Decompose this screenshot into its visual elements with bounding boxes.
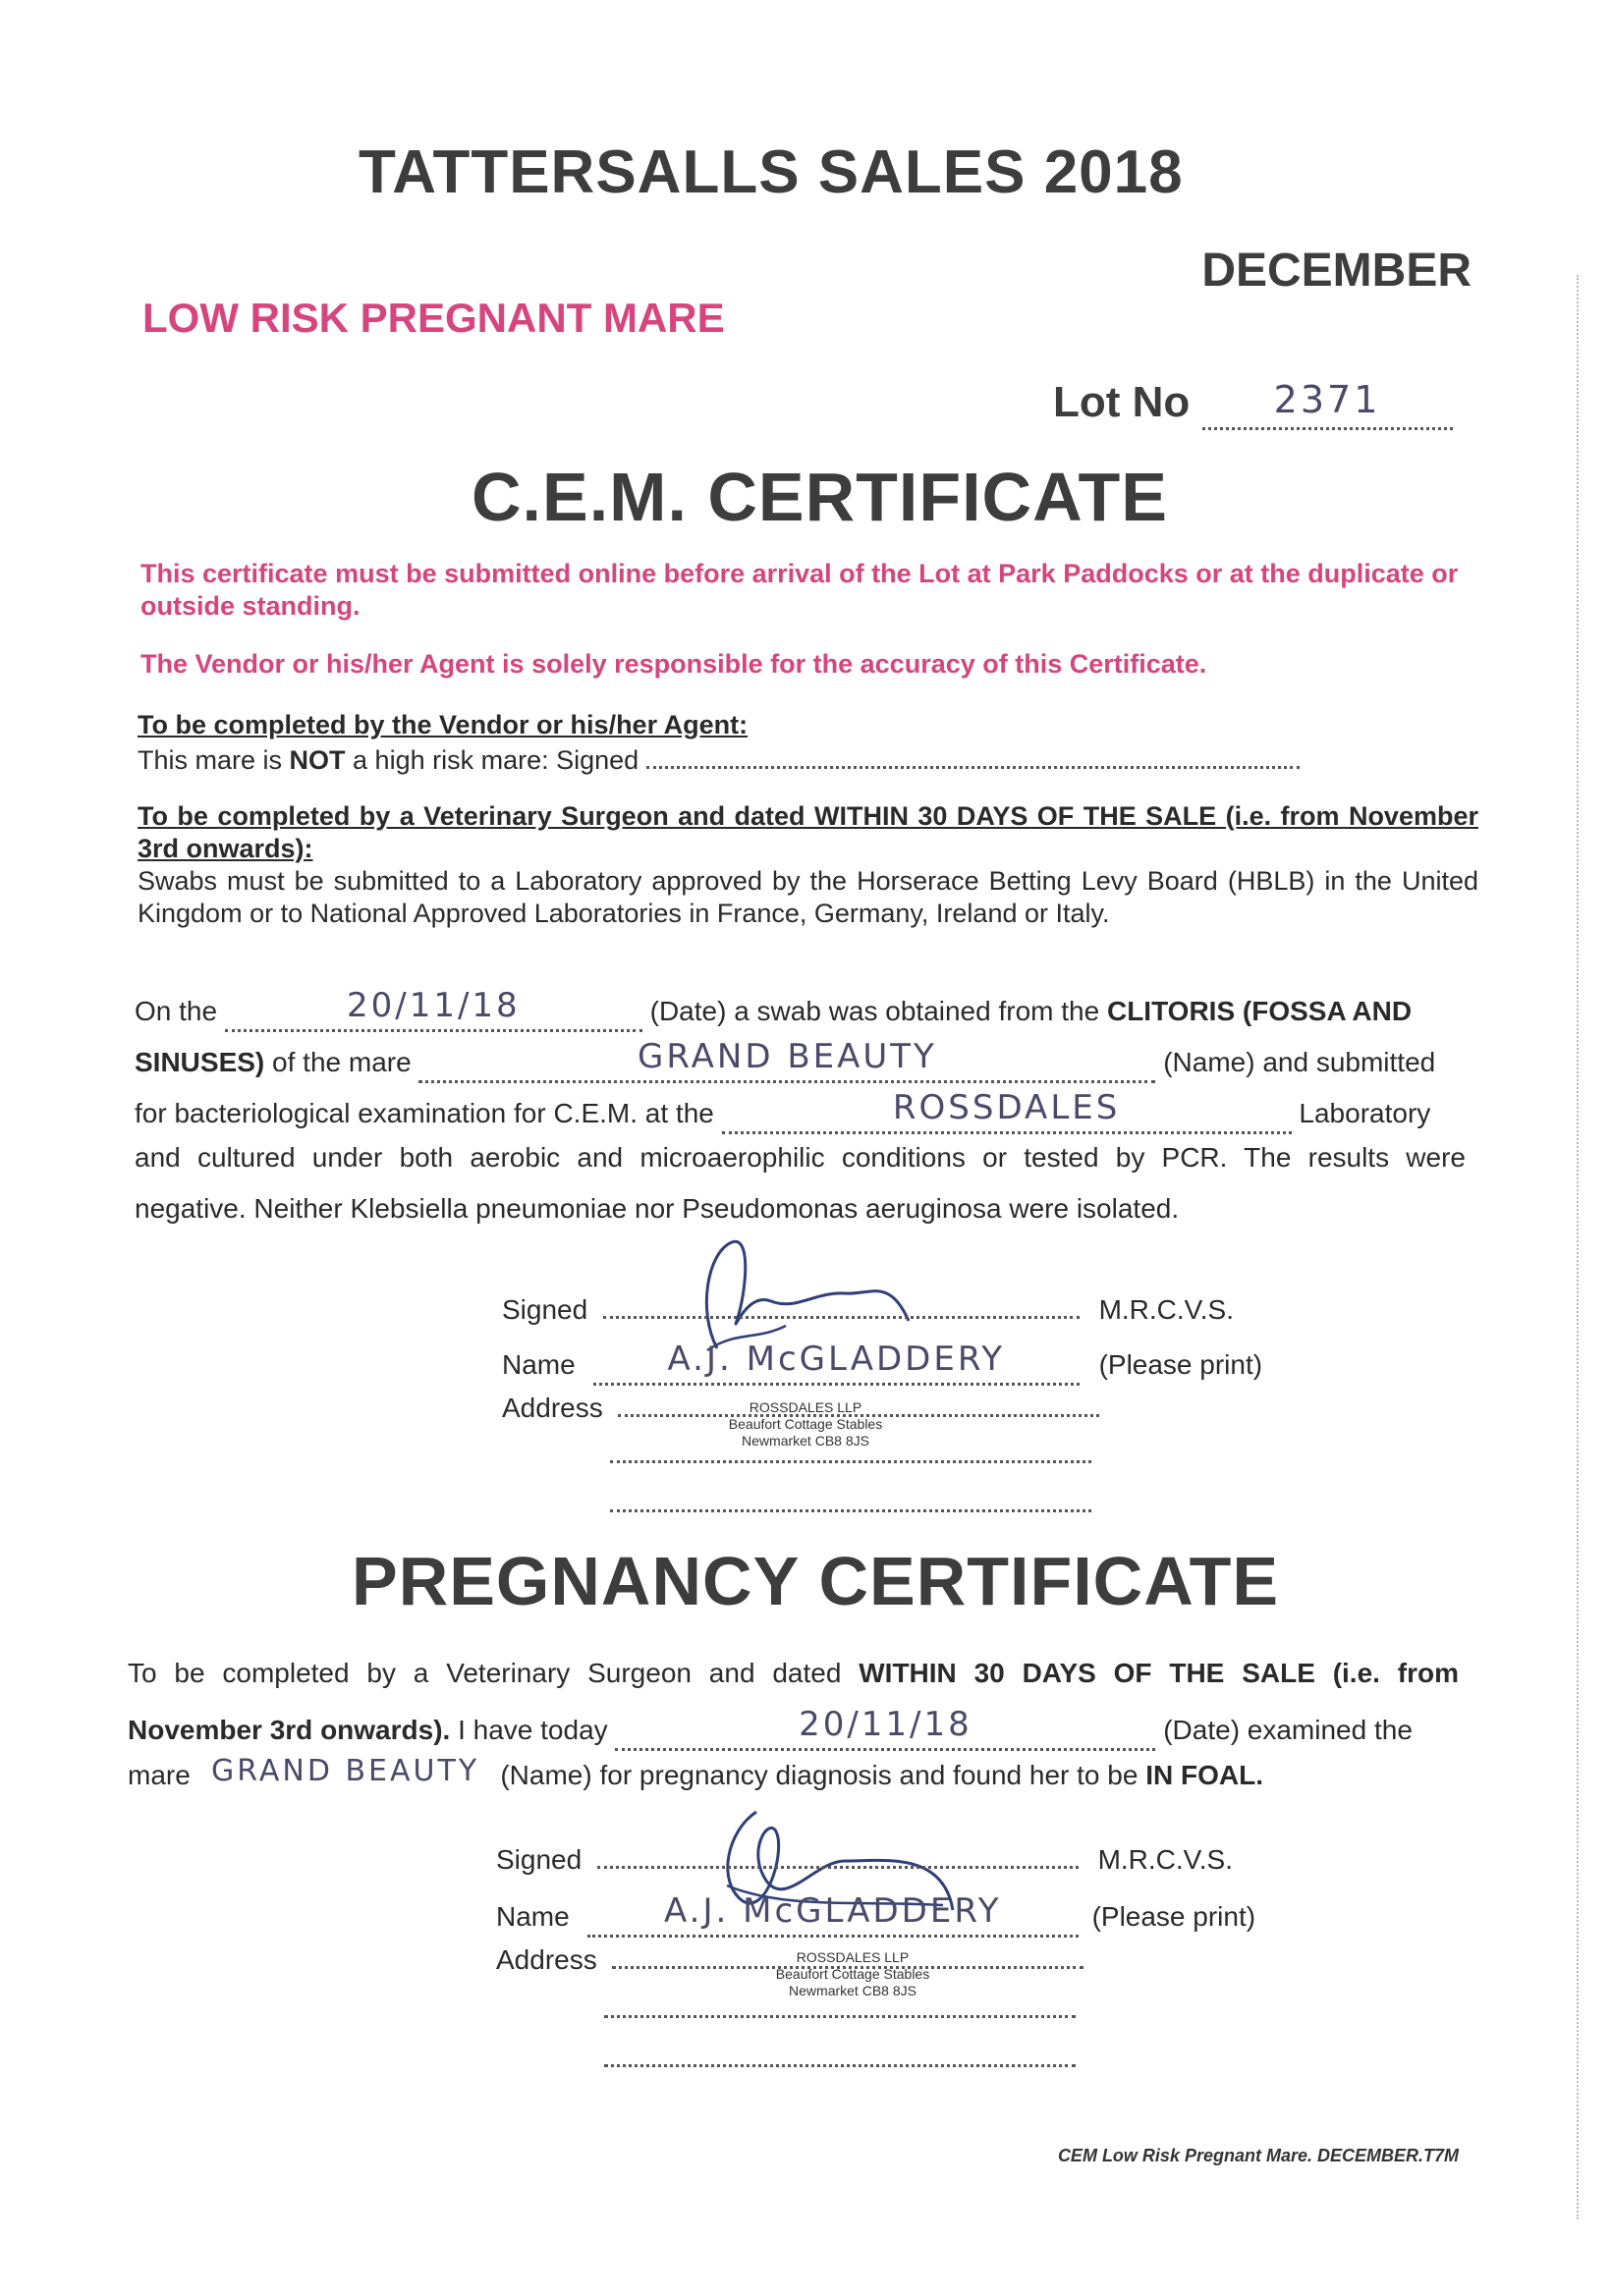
cem-address-field-3 [610,1509,1091,1512]
vendor-heading: To be completed by the Vendor or his/her Agent: [138,710,749,739]
preg-line-2: November 3rd onwards). I have today 20/11/18 (Date) examined the [128,1709,1413,1751]
cem-address-stamp: ROSSDALES LLP Beaufort Cottage Stables Newmarket CB8 8JS [728,1399,883,1449]
preg-line-3: mare GRAND BEAUTY (Name) for pregnancy diagnosis and found her to be IN FOAL. [128,1754,1263,1790]
preg-address-field-2 [604,2015,1076,2018]
vendor-section [138,709,1478,777]
cem-signed-row: Signed M.R.C.V.S. [502,1294,1235,1325]
cem-line-5: negative. Neither Klebsiella pneumoniae nor Pseudomonas aeruginosa were isolated. [135,1193,1180,1224]
preg-date: 20/11/18 [799,1705,972,1744]
cem-vet-name: A.J. McGLADDERY [667,1339,1006,1379]
preg-name-row: Name A.J. McGLADDERY (Please print) [496,1895,1255,1938]
cem-name-row: Name A.J. McGLADDERY (Please print) [502,1343,1262,1386]
scan-edge-line [1577,275,1579,2219]
lab-field [722,1088,1292,1134]
cem-signed-field [603,1316,1080,1319]
pregnancy-certificate-title: PREGNANCY CERTIFICATE [352,1543,1280,1619]
responsibility-notice: The Vendor or his/her Agent is solely responsible for the accuracy of this Certificate. [140,649,1207,679]
cem-name-field [593,1339,1080,1386]
preg-date-field [615,1705,1155,1751]
sale-month: DECEMBER [1201,245,1472,297]
lab-name: ROSSDALES [892,1088,1121,1127]
cem-address-row: Address [502,1393,1099,1424]
vet-section [138,800,1478,930]
vendor-signature-field [646,741,1300,769]
preg-line-1: To be completed by a Veterinary Surgeon and dated WITHIN 30 DAYS OF THE SALE (i.e. from [128,1658,1459,1688]
preg-signed-field [597,1866,1079,1869]
cem-mare-field [418,1037,1155,1083]
footer-reference: CEM Low Risk Pregnant Mare. DECEMBER.T7M [1057,2146,1459,2165]
cem-address-field-2 [610,1460,1091,1463]
preg-mare-name: GRAND BEAUTY [211,1754,480,1788]
submission-notice: This certificate must be submitted online before arrival of the Lot at Park Paddocks or at the duplicate or outside standing. [140,559,1459,621]
preg-signed-row: Signed M.R.C.V.S. [496,1844,1234,1875]
preg-address-row: Address [496,1944,1083,1976]
cem-line-4: and cultured under both aerobic and microaerophilic conditions or tested by PCR. The results were [135,1142,1466,1173]
cem-address-row-2 [610,1439,1091,1470]
preg-address-stamp: ROSSDALES LLP Beaufort Cottage Stables Newmarket CB8 8JS [775,1949,930,1998]
cem-certificate-title: C.E.M. CERTIFICATE [472,459,1168,535]
swab-note: Swabs must be submitted to a Laboratory approved by the Horserace Betting Levy Board (HBLB) in the United Kingdom or to National Approved Laboratories in France, Germany, Ireland or Italy. [138,866,1478,928]
preg-name-field [587,1891,1079,1938]
cem-line-3: for bacteriological examination for C.E.M. at the ROSSDALES Laboratory [135,1092,1430,1134]
cem-date: 20/11/18 [346,986,521,1025]
preg-address-row-3 [604,2043,1076,2074]
preg-address-field-3 [604,2064,1076,2067]
cem-line-2: SINUSES) of the mare GRAND BEAUTY (Name) and submitted [135,1041,1435,1083]
lot-label: Lot No [1053,378,1191,426]
preg-mare-field [198,1754,493,1792]
lot-field [1202,378,1453,430]
vet-heading: To be completed by a Veterinary Surgeon and dated WITHIN 30 DAYS OF THE SALE (i.e. from November 3rd onwards): [138,801,1478,863]
vendor-declaration: This mare is NOT a high risk mare: Signed [138,741,1478,777]
cem-line-1: On the 20/11/18 (Date) a swab was obtained from the CLITORIS (FOSSA AND [135,990,1412,1032]
preg-address-row-2 [604,1994,1076,2025]
lot-value: 2371 [1273,378,1381,421]
preg-vet-name: A.J. McGLADDERY [664,1891,1002,1931]
cem-address-row-3 [610,1488,1091,1519]
cem-mare-name: GRAND BEAUTY [638,1037,937,1076]
lot-number [1053,378,1453,430]
risk-label: LOW RISK PREGNANT MARE [142,295,725,341]
document-title: TATTERSALLS SALES 2018 [359,138,1184,206]
cem-date-field [225,986,642,1032]
